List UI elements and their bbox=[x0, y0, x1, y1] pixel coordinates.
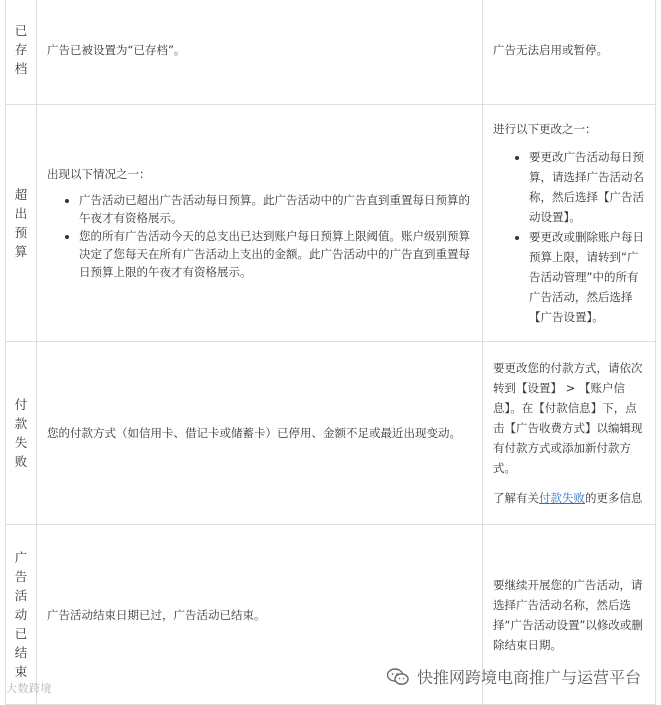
status-label: 广告活动已结束 bbox=[14, 550, 28, 679]
learn-more bbox=[493, 488, 645, 508]
reason-cell bbox=[37, 342, 483, 525]
reason-intro: 出现以下情况之一： bbox=[47, 167, 151, 181]
action-cell bbox=[483, 0, 656, 105]
wechat-icon bbox=[387, 668, 409, 686]
status-label: 付款失败 bbox=[14, 397, 28, 469]
table-row bbox=[6, 342, 656, 525]
reason-text: 广告活动结束日期已过，广告活动已结束。 bbox=[47, 607, 266, 622]
watermark-right-text: 快推网跨境电商推广与运营平台 bbox=[416, 668, 641, 687]
status-table bbox=[5, 0, 656, 705]
action-cell bbox=[483, 342, 656, 525]
list-item: • 要更改或删除账户每日预算上限，请转到“广告活动管理”中的所有广告活动，然后选择【广告设置】。 bbox=[529, 227, 645, 327]
list-item: • 广告活动已超出广告活动每日预算。此广告活动中的广告直到重置每日预算的午夜才有资格展示。 bbox=[79, 191, 472, 227]
action-cell bbox=[483, 105, 656, 342]
action-intro: 进行以下更改之一： bbox=[493, 122, 597, 136]
list-item: • 要更改广告活动每日预算，请选择广告活动名称，然后选择【广告活动设置】。 bbox=[529, 147, 645, 227]
action-list bbox=[493, 147, 645, 327]
status-cell bbox=[6, 525, 37, 705]
reason-list bbox=[47, 191, 472, 281]
learn-more-prefix: 了解有关 bbox=[493, 491, 539, 505]
list-item: • 您的所有广告活动今天的总支出已达到账户每日预算上限阈值。账户级别预算决定了您每天在所有广告活动上支出的金额。此广告活动中的广告直到重置每日预算上限的午夜才有资格展示。 bbox=[79, 227, 472, 281]
watermark-right bbox=[387, 665, 641, 688]
action-text: 广告无法启用或暂停。 bbox=[493, 42, 608, 57]
reason-cell bbox=[37, 0, 483, 105]
status-label: 已存档 bbox=[14, 23, 28, 76]
status-label: 超出预算 bbox=[14, 187, 28, 259]
status-cell bbox=[6, 342, 37, 525]
reason-cell bbox=[37, 105, 483, 342]
status-cell bbox=[6, 0, 37, 105]
watermark-left-text: 大数跨境 bbox=[6, 682, 52, 695]
learn-more-suffix: 的更多信息 bbox=[585, 491, 643, 505]
table-row bbox=[6, 0, 656, 105]
payment-failed-link[interactable]: 付款失败 bbox=[539, 491, 585, 505]
status-cell bbox=[6, 105, 37, 342]
table-row bbox=[6, 105, 656, 342]
action-text: 要更改您的付款方式，请依次转到【设置】 > 【账户信息】。在【付款信息】下，点击【广告收费方式】以编辑现有付款方式或添加新付款方式。 bbox=[493, 361, 643, 475]
action-text: 要继续开展您的广告活动，请选择广告活动名称，然后选择“广告活动设置”以修改或删除结束日期。 bbox=[493, 577, 643, 652]
reason-text: 广告已被设置为“已存档”。 bbox=[47, 42, 186, 57]
watermark-left bbox=[6, 680, 52, 696]
reason-text: 您的付款方式（如信用卡、借记卡或储蓄卡）已停用、金额不足或最近出现变动。 bbox=[47, 426, 461, 440]
